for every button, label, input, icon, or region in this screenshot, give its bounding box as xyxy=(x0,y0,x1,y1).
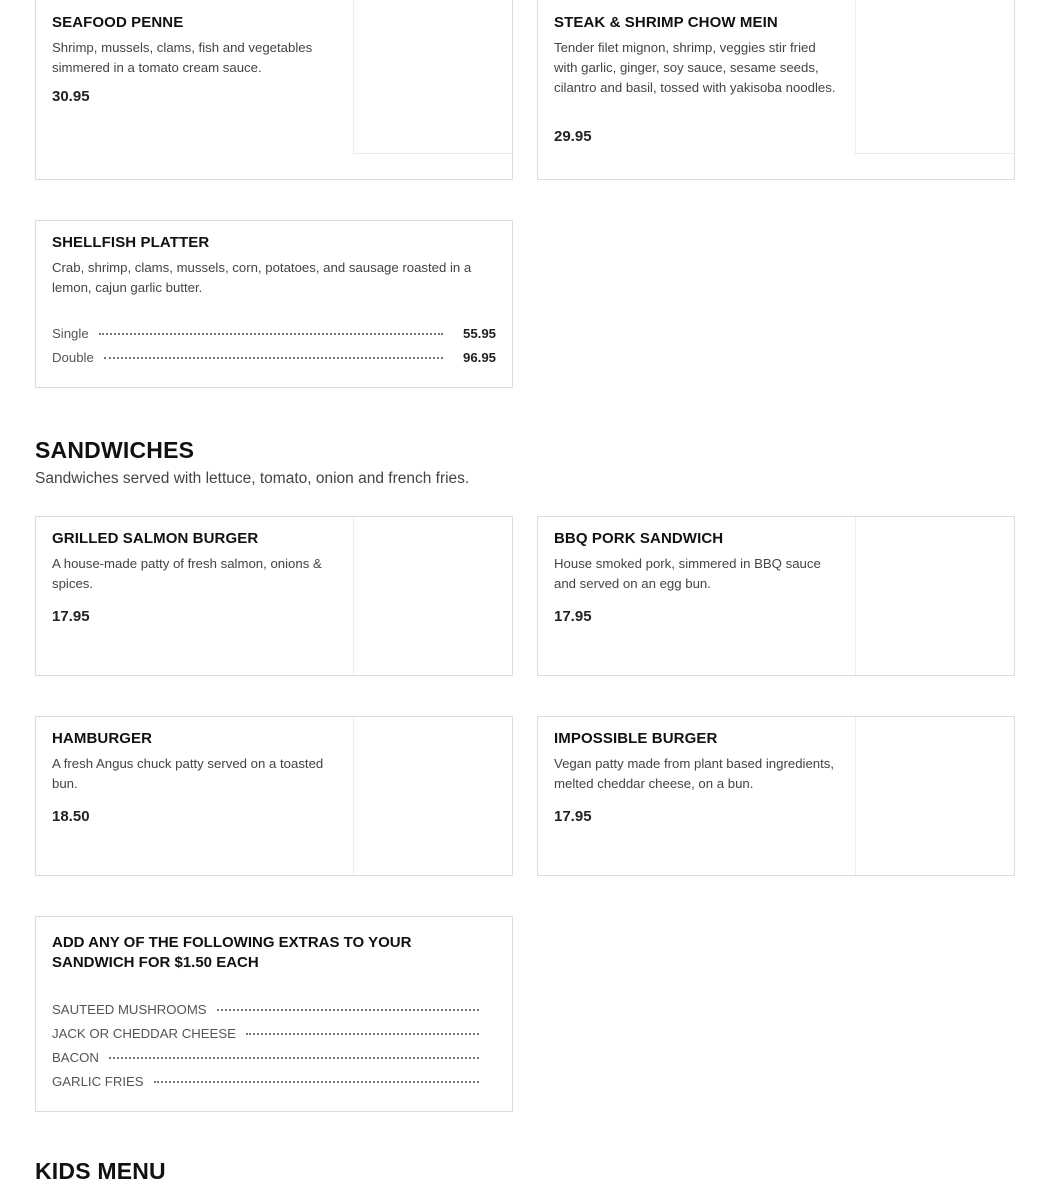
item-image xyxy=(353,0,512,154)
dotted-leader xyxy=(109,1057,479,1059)
item-price: 17.95 xyxy=(554,808,592,825)
dotted-leader xyxy=(99,333,443,335)
dotted-leader xyxy=(104,357,443,359)
option-label: Single xyxy=(52,325,89,341)
price-option-row xyxy=(52,323,496,343)
item-name: HAMBURGER xyxy=(52,730,153,747)
price-option-row xyxy=(52,347,496,367)
item-image xyxy=(855,717,1014,875)
menu-item-card[interactable] xyxy=(35,0,513,180)
item-price: 18.50 xyxy=(52,808,90,825)
item-name: STEAK & SHRIMP CHOW MEIN xyxy=(554,14,778,31)
dotted-leader xyxy=(217,1009,479,1011)
section-title: SANDWICHES xyxy=(35,437,195,463)
extra-item-row xyxy=(52,1047,479,1067)
item-description: Shrimp, mussels, clams, fish and vegetables simmered in a tomato cream sauce. xyxy=(52,40,313,75)
extra-label: GARLIC FRIES xyxy=(52,1073,144,1089)
menu-item-card[interactable] xyxy=(35,516,513,676)
item-image xyxy=(353,717,512,875)
section-description: Sandwiches served with lettuce, tomato, onion and french fries. xyxy=(35,470,470,487)
item-image xyxy=(353,517,512,675)
dotted-leader xyxy=(154,1081,479,1083)
item-name: GRILLED SALMON BURGER xyxy=(52,530,259,547)
section-title: KIDS MENU xyxy=(35,1158,166,1184)
item-name: SHELLFISH PLATTER xyxy=(52,234,210,251)
item-description: Vegan patty made from plant based ingredients, melted cheddar cheese, on a bun. xyxy=(554,756,835,791)
item-description: Crab, shrimp, clams, mussels, corn, potatoes, and sausage roasted in a lemon, cajun garlic butter. xyxy=(52,260,472,295)
item-price: 17.95 xyxy=(554,608,592,625)
item-name: IMPOSSIBLE BURGER xyxy=(554,730,718,747)
item-image xyxy=(855,517,1014,675)
dotted-leader xyxy=(246,1033,479,1035)
extra-item-row xyxy=(52,999,479,1019)
menu-item-card[interactable] xyxy=(537,516,1015,676)
extras-card xyxy=(35,916,513,1112)
extra-label: BACON xyxy=(52,1049,99,1065)
extras-title: ADD ANY OF THE FOLLOWING EXTRAS TO YOUR SANDWICH FOR $1.50 EACH xyxy=(52,934,412,971)
extra-item-row xyxy=(52,1071,479,1091)
extra-label: JACK OR CHEDDAR CHEESE xyxy=(52,1025,236,1041)
option-price: 55.95 xyxy=(462,325,496,341)
menu-item-card[interactable] xyxy=(35,716,513,876)
item-price: 30.95 xyxy=(52,88,90,105)
menu-item-card[interactable] xyxy=(537,0,1015,180)
extra-item-row xyxy=(52,1023,479,1043)
item-image xyxy=(855,0,1014,154)
item-description: A house-made patty of fresh salmon, onions & spices. xyxy=(52,556,322,591)
item-description: A fresh Angus chuck patty served on a toasted bun. xyxy=(52,756,324,791)
item-price: 17.95 xyxy=(52,608,90,625)
extra-label: SAUTEED MUSHROOMS xyxy=(52,1001,207,1017)
item-price: 29.95 xyxy=(554,128,592,145)
item-description: House smoked pork, simmered in BBQ sauce and served on an egg bun. xyxy=(554,556,821,591)
menu-item-card[interactable] xyxy=(537,716,1015,876)
item-description: Tender filet mignon, shrimp, veggies stir fried with garlic, ginger, soy sauce, sesame seeds, cilantro and basil, tossed with yakisoba noodles. xyxy=(554,40,836,95)
option-label: Double xyxy=(52,349,94,365)
menu-item-card[interactable] xyxy=(35,220,513,388)
option-price: 96.95 xyxy=(462,349,496,365)
item-name: SEAFOOD PENNE xyxy=(52,14,184,31)
item-name: BBQ PORK SANDWICH xyxy=(554,530,724,547)
